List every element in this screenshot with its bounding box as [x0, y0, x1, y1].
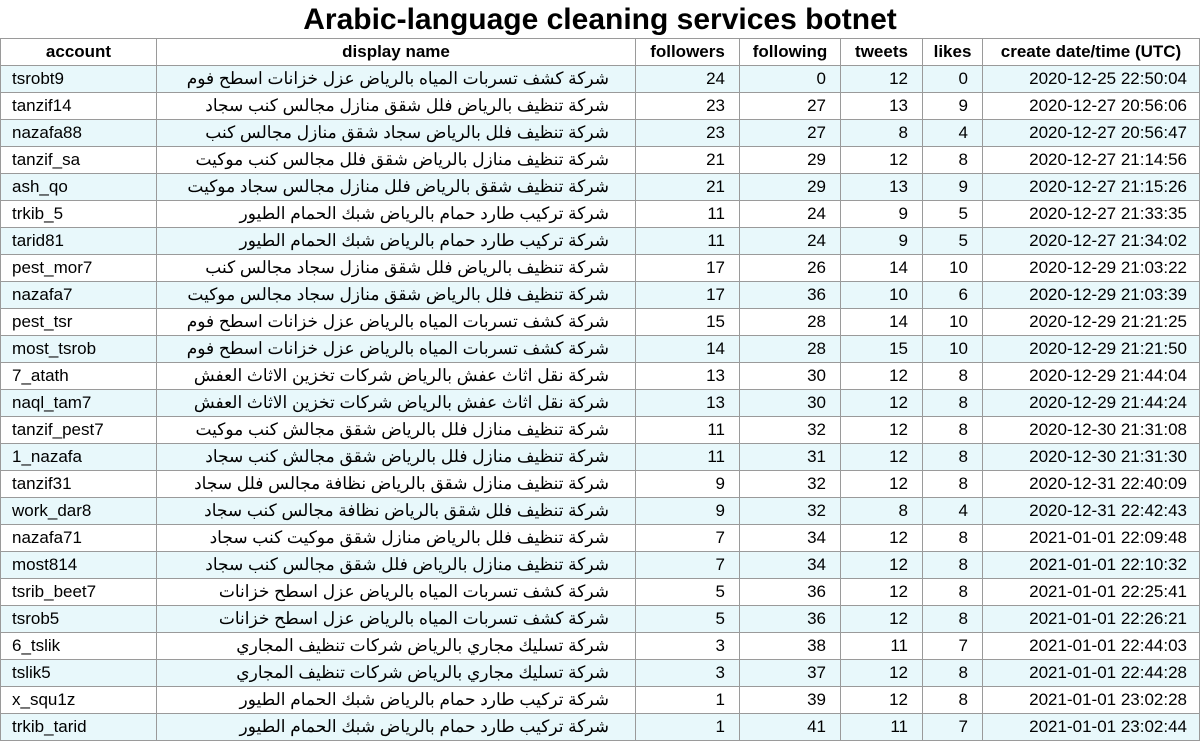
cell-account: tsrob5 [1, 606, 157, 633]
cell-account: 1_nazafa [1, 444, 157, 471]
cell-followers: 17 [636, 282, 740, 309]
cell-followers: 9 [636, 471, 740, 498]
cell-created: 2021-01-01 22:09:48 [983, 525, 1200, 552]
cell-likes: 9 [923, 174, 983, 201]
cell-created: 2020-12-29 21:03:22 [983, 255, 1200, 282]
cell-tweets: 9 [841, 228, 923, 255]
cell-following: 36 [740, 579, 841, 606]
cell-account: tslik5 [1, 660, 157, 687]
table-row [1, 228, 1200, 255]
cell-account: nazafa88 [1, 120, 157, 147]
cell-account: tanzif31 [1, 471, 157, 498]
cell-account: ash_qo [1, 174, 157, 201]
cell-created: 2020-12-31 22:40:09 [983, 471, 1200, 498]
cell-tweets: 11 [841, 633, 923, 660]
cell-likes: 8 [923, 471, 983, 498]
cell-followers: 1 [636, 714, 740, 741]
cell-followers: 7 [636, 552, 740, 579]
page-title: Arabic-language cleaning services botnet [303, 3, 897, 36]
cell-account: most_tsrob [1, 336, 157, 363]
cell-likes: 10 [923, 336, 983, 363]
cell-likes: 8 [923, 147, 983, 174]
cell-account: tarid81 [1, 228, 157, 255]
cell-likes: 4 [923, 498, 983, 525]
cell-tweets: 12 [841, 66, 923, 93]
cell-tweets: 13 [841, 93, 923, 120]
cell-account: nazafa7 [1, 282, 157, 309]
cell-likes: 7 [923, 714, 983, 741]
cell-display-name: شركة تنظيف منازل بالرياض فلل شقق مجالس كنب سجاد [157, 552, 636, 579]
cell-display-name: شركة تسليك مجاري بالرياض شركات تنظيف المجاري [157, 633, 636, 660]
cell-account: nazafa71 [1, 525, 157, 552]
cell-followers: 17 [636, 255, 740, 282]
cell-created: 2020-12-27 20:56:47 [983, 120, 1200, 147]
cell-likes: 8 [923, 390, 983, 417]
cell-followers: 23 [636, 93, 740, 120]
cell-display-name: شركة تنظيف منازل بالرياض شقق فلل مجالس كنب موكيت [157, 147, 636, 174]
table-row [1, 255, 1200, 282]
cell-created: 2020-12-27 20:56:06 [983, 93, 1200, 120]
cell-followers: 11 [636, 417, 740, 444]
cell-account: trkib_5 [1, 201, 157, 228]
cell-tweets: 11 [841, 714, 923, 741]
cell-created: 2020-12-29 21:21:50 [983, 336, 1200, 363]
cell-display-name: شركة تركيب طارد حمام بالرياض شبك الحمام الطيور [157, 714, 636, 741]
cell-likes: 8 [923, 417, 983, 444]
cell-tweets: 15 [841, 336, 923, 363]
cell-likes: 8 [923, 525, 983, 552]
table-body [1, 66, 1200, 741]
cell-followers: 9 [636, 498, 740, 525]
cell-following: 0 [740, 66, 841, 93]
cell-likes: 8 [923, 552, 983, 579]
cell-account: most814 [1, 552, 157, 579]
cell-created: 2020-12-30 21:31:08 [983, 417, 1200, 444]
table-row [1, 201, 1200, 228]
cell-display-name: شركة تركيب طارد حمام بالرياض شبك الحمام الطيور [157, 228, 636, 255]
cell-display-name: شركة نقل اثاث عفش بالرياض شركات تخزين الاثاث العفش [157, 390, 636, 417]
cell-followers: 3 [636, 660, 740, 687]
cell-followers: 14 [636, 336, 740, 363]
cell-created: 2020-12-27 21:14:56 [983, 147, 1200, 174]
cell-likes: 8 [923, 660, 983, 687]
cell-tweets: 12 [841, 147, 923, 174]
cell-following: 26 [740, 255, 841, 282]
cell-created: 2021-01-01 22:44:28 [983, 660, 1200, 687]
cell-following: 29 [740, 174, 841, 201]
cell-following: 31 [740, 444, 841, 471]
cell-account: tanzif_pest7 [1, 417, 157, 444]
cell-followers: 5 [636, 606, 740, 633]
cell-tweets: 13 [841, 174, 923, 201]
column-header-likes: likes [923, 39, 983, 66]
cell-followers: 15 [636, 309, 740, 336]
cell-likes: 8 [923, 363, 983, 390]
cell-display-name: شركة تنظيف فلل بالرياض منازل شقق موكيت كنب سجاد [157, 525, 636, 552]
cell-following: 28 [740, 309, 841, 336]
cell-following: 24 [740, 201, 841, 228]
cell-followers: 11 [636, 444, 740, 471]
cell-followers: 11 [636, 228, 740, 255]
cell-created: 2020-12-29 21:44:04 [983, 363, 1200, 390]
column-header-followers: followers [636, 39, 740, 66]
cell-followers: 7 [636, 525, 740, 552]
cell-account: naql_tam7 [1, 390, 157, 417]
cell-following: 29 [740, 147, 841, 174]
table-row [1, 93, 1200, 120]
cell-following: 41 [740, 714, 841, 741]
cell-tweets: 14 [841, 255, 923, 282]
table-row [1, 633, 1200, 660]
cell-tweets: 9 [841, 201, 923, 228]
cell-display-name: شركة كشف تسربات المياه بالرياض عزل خزانات اسطح فوم [157, 336, 636, 363]
cell-following: 32 [740, 498, 841, 525]
cell-followers: 21 [636, 147, 740, 174]
cell-following: 34 [740, 525, 841, 552]
cell-account: tanzif_sa [1, 147, 157, 174]
cell-likes: 8 [923, 606, 983, 633]
cell-display-name: شركة تنظيف فلل بالرياض شقق منازل سجاد مجالس موكيت [157, 282, 636, 309]
cell-display-name: شركة تنظيف منازل شقق بالرياض نظافة مجالس فلل سجاد [157, 471, 636, 498]
header-row [1, 39, 1200, 66]
cell-tweets: 12 [841, 444, 923, 471]
cell-followers: 11 [636, 201, 740, 228]
cell-created: 2020-12-29 21:21:25 [983, 309, 1200, 336]
cell-following: 39 [740, 687, 841, 714]
cell-display-name: شركة تنظيف بالرياض فلل شقق منازل سجاد مجالس كنب [157, 255, 636, 282]
botnet-table [0, 38, 1200, 741]
cell-tweets: 12 [841, 390, 923, 417]
column-header-account: account [1, 39, 157, 66]
table-row [1, 66, 1200, 93]
cell-display-name: شركة تنظيف فلل بالرياض سجاد شقق منازل مجالس كنب [157, 120, 636, 147]
cell-followers: 3 [636, 633, 740, 660]
cell-display-name: شركة كشف تسربات المياه بالرياض عزل خزانات اسطح فوم [157, 66, 636, 93]
table-row [1, 174, 1200, 201]
cell-display-name: شركة تنظيف منازل فلل بالرياض شقق مجالش كنب سجاد [157, 444, 636, 471]
cell-likes: 10 [923, 309, 983, 336]
cell-tweets: 12 [841, 525, 923, 552]
cell-created: 2020-12-30 21:31:30 [983, 444, 1200, 471]
table-row [1, 687, 1200, 714]
cell-tweets: 8 [841, 498, 923, 525]
table-row [1, 417, 1200, 444]
cell-followers: 24 [636, 66, 740, 93]
table-row [1, 390, 1200, 417]
cell-followers: 13 [636, 363, 740, 390]
column-header-tweets: tweets [841, 39, 923, 66]
cell-tweets: 12 [841, 552, 923, 579]
cell-likes: 5 [923, 228, 983, 255]
cell-tweets: 14 [841, 309, 923, 336]
table-row [1, 471, 1200, 498]
table-row [1, 498, 1200, 525]
cell-created: 2020-12-27 21:34:02 [983, 228, 1200, 255]
cell-likes: 4 [923, 120, 983, 147]
table-row [1, 606, 1200, 633]
cell-following: 30 [740, 363, 841, 390]
column-header-created: create date/time (UTC) [983, 39, 1200, 66]
cell-following: 27 [740, 93, 841, 120]
cell-display-name: شركة تسليك مجاري بالرياض شركات تنظيف المجاري [157, 660, 636, 687]
cell-following: 32 [740, 417, 841, 444]
cell-tweets: 8 [841, 120, 923, 147]
table-row [1, 336, 1200, 363]
cell-following: 24 [740, 228, 841, 255]
table-row [1, 444, 1200, 471]
cell-following: 37 [740, 660, 841, 687]
cell-likes: 10 [923, 255, 983, 282]
cell-following: 32 [740, 471, 841, 498]
table-row [1, 660, 1200, 687]
cell-display-name: شركة كشف تسربات المياه بالرياض عزل اسطح خزانات [157, 579, 636, 606]
cell-following: 27 [740, 120, 841, 147]
cell-account: 7_atath [1, 363, 157, 390]
cell-likes: 0 [923, 66, 983, 93]
cell-display-name: شركة تنظيف شقق بالرياض فلل منازل مجالس سجاد موكيت [157, 174, 636, 201]
cell-display-name: شركة تنظيف بالرياض فلل شقق منازل مجالس كنب سجاد [157, 93, 636, 120]
cell-following: 38 [740, 633, 841, 660]
cell-account: 6_tslik [1, 633, 157, 660]
column-header-following: following [740, 39, 841, 66]
cell-display-name: شركة تنظيف فلل شقق بالرياض نظافة مجالس كنب سجاد [157, 498, 636, 525]
cell-created: 2021-01-01 23:02:28 [983, 687, 1200, 714]
cell-likes: 7 [923, 633, 983, 660]
table-row [1, 363, 1200, 390]
table-row [1, 282, 1200, 309]
cell-tweets: 12 [841, 363, 923, 390]
cell-tweets: 12 [841, 579, 923, 606]
cell-created: 2021-01-01 23:02:44 [983, 714, 1200, 741]
table-row [1, 714, 1200, 741]
cell-likes: 8 [923, 579, 983, 606]
cell-followers: 23 [636, 120, 740, 147]
cell-following: 34 [740, 552, 841, 579]
column-header-display-name: display name [157, 39, 636, 66]
cell-display-name: شركة كشف تسربات المياه بالرياض عزل خزانات اسطح فوم [157, 309, 636, 336]
cell-created: 2020-12-25 22:50:04 [983, 66, 1200, 93]
cell-following: 30 [740, 390, 841, 417]
cell-tweets: 12 [841, 687, 923, 714]
cell-followers: 21 [636, 174, 740, 201]
cell-following: 36 [740, 282, 841, 309]
cell-account: x_squ1z [1, 687, 157, 714]
cell-likes: 5 [923, 201, 983, 228]
cell-display-name: شركة تنظيف منازل فلل بالرياض شقق مجالش كنب موكيت [157, 417, 636, 444]
cell-created: 2020-12-27 21:15:26 [983, 174, 1200, 201]
cell-account: pest_mor7 [1, 255, 157, 282]
cell-account: trkib_tarid [1, 714, 157, 741]
cell-created: 2020-12-27 21:33:35 [983, 201, 1200, 228]
cell-account: pest_tsr [1, 309, 157, 336]
cell-account: work_dar8 [1, 498, 157, 525]
cell-likes: 9 [923, 93, 983, 120]
cell-followers: 5 [636, 579, 740, 606]
cell-likes: 6 [923, 282, 983, 309]
cell-created: 2020-12-29 21:03:39 [983, 282, 1200, 309]
cell-created: 2021-01-01 22:10:32 [983, 552, 1200, 579]
cell-display-name: شركة كشف تسربات المياه بالرياض عزل اسطح خزانات [157, 606, 636, 633]
cell-tweets: 12 [841, 606, 923, 633]
cell-account: tsrobt9 [1, 66, 157, 93]
table-row [1, 525, 1200, 552]
cell-created: 2020-12-31 22:42:43 [983, 498, 1200, 525]
cell-display-name: شركة نقل اثاث عفش بالرياض شركات تخزين الاثاث العفش [157, 363, 636, 390]
cell-following: 28 [740, 336, 841, 363]
cell-display-name: شركة تركيب طارد حمام بالرياض شبك الحمام الطيور [157, 687, 636, 714]
cell-following: 36 [740, 606, 841, 633]
table-row [1, 552, 1200, 579]
cell-account: tsrib_beet7 [1, 579, 157, 606]
table-row [1, 579, 1200, 606]
cell-display-name: شركة تركيب طارد حمام بالرياض شبك الحمام الطيور [157, 201, 636, 228]
cell-tweets: 12 [841, 660, 923, 687]
table-row [1, 147, 1200, 174]
cell-account: tanzif14 [1, 93, 157, 120]
cell-created: 2021-01-01 22:26:21 [983, 606, 1200, 633]
cell-likes: 8 [923, 444, 983, 471]
cell-likes: 8 [923, 687, 983, 714]
cell-followers: 1 [636, 687, 740, 714]
cell-tweets: 12 [841, 417, 923, 444]
cell-tweets: 10 [841, 282, 923, 309]
cell-created: 2020-12-29 21:44:24 [983, 390, 1200, 417]
table-row [1, 309, 1200, 336]
cell-followers: 13 [636, 390, 740, 417]
table-row [1, 120, 1200, 147]
cell-tweets: 12 [841, 471, 923, 498]
cell-created: 2021-01-01 22:44:03 [983, 633, 1200, 660]
cell-created: 2021-01-01 22:25:41 [983, 579, 1200, 606]
